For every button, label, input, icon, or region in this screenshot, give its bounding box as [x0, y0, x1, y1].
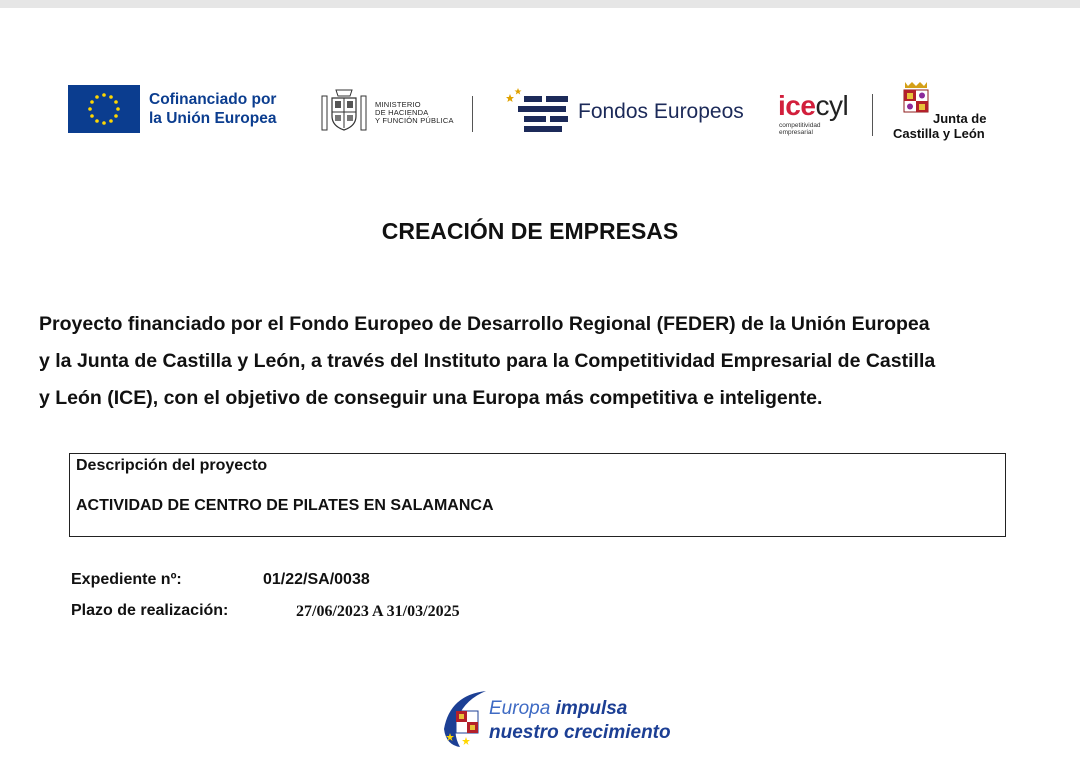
- fondos-europeos-icon: [504, 88, 570, 136]
- ice-cyl-logo: [778, 92, 856, 138]
- europa-impulsa-emblem-icon: [442, 689, 488, 749]
- eu-flag-icon: [68, 85, 140, 133]
- project-description-value: ACTIVIDAD DE CENTRO DE PILATES EN SALAMANCA: [76, 497, 494, 514]
- ministerio-line-1: MINISTERIO: [375, 100, 421, 109]
- paragraph-line-3: y León (ICE), con el objetivo de conseguir una Europa más competitiva e inteligente.: [39, 387, 823, 409]
- funding-paragraph: [39, 306, 1039, 417]
- logo-divider: [872, 94, 873, 136]
- spain-coat-of-arms-icon: [320, 86, 368, 136]
- ice-word-rest: cyl: [815, 90, 849, 121]
- ice-sub-line-1: competitividad: [779, 122, 821, 129]
- eu-line-2: la Unión Europea: [149, 110, 277, 127]
- footer-line-2: nuestro crecimiento: [489, 722, 671, 743]
- paragraph-line-1: Proyecto financiado por el Fondo Europeo de Desarrollo Regional (FEDER) de la Unión Europea: [39, 313, 930, 335]
- plazo-value: 27/06/2023 A 31/03/2025: [296, 603, 460, 620]
- expediente-value: 01/22/SA/0038: [263, 571, 370, 588]
- jcyl-line-1: Junta de: [933, 111, 987, 126]
- europa-impulsa-text: [489, 697, 671, 745]
- ice-cyl-wordmark: [778, 92, 848, 120]
- project-description-box: [69, 453, 1006, 537]
- ministerio-line-3: Y FUNCIÓN PÚBLICA: [375, 116, 454, 125]
- fondos-europeos-text: Fondos Europeos: [578, 100, 744, 123]
- project-description-label: Descripción del proyecto: [76, 457, 268, 474]
- footer-word-europa: Europa: [489, 698, 551, 719]
- page-title: CREACIÓN DE EMPRESAS: [381, 218, 679, 244]
- ministerio-line-2: DE HACIENDA: [375, 108, 429, 117]
- jcyl-line-2: Castilla y León: [893, 126, 985, 141]
- top-scroll-bar: [0, 0, 1080, 8]
- ministerio-text: [375, 101, 454, 125]
- eu-cofinanciado-text: [149, 90, 276, 128]
- ice-sub-line-2: empresarial: [779, 129, 813, 136]
- expediente-label: Expediente nº:: [71, 571, 182, 588]
- logo-divider: [472, 96, 473, 132]
- junta-castilla-leon-text: [893, 111, 986, 141]
- ice-word-red: ice: [778, 90, 816, 121]
- eu-line-1: Cofinanciado por: [149, 91, 277, 108]
- footer-word-impulsa: impulsa: [555, 698, 628, 719]
- plazo-label: Plazo de realización:: [71, 602, 229, 619]
- ice-subtitle: [779, 122, 821, 136]
- footer-line-1: [489, 697, 671, 721]
- paragraph-line-2: y la Junta de Castilla y León, a través del Instituto para la Competitividad Empresarial de Castilla: [39, 350, 936, 372]
